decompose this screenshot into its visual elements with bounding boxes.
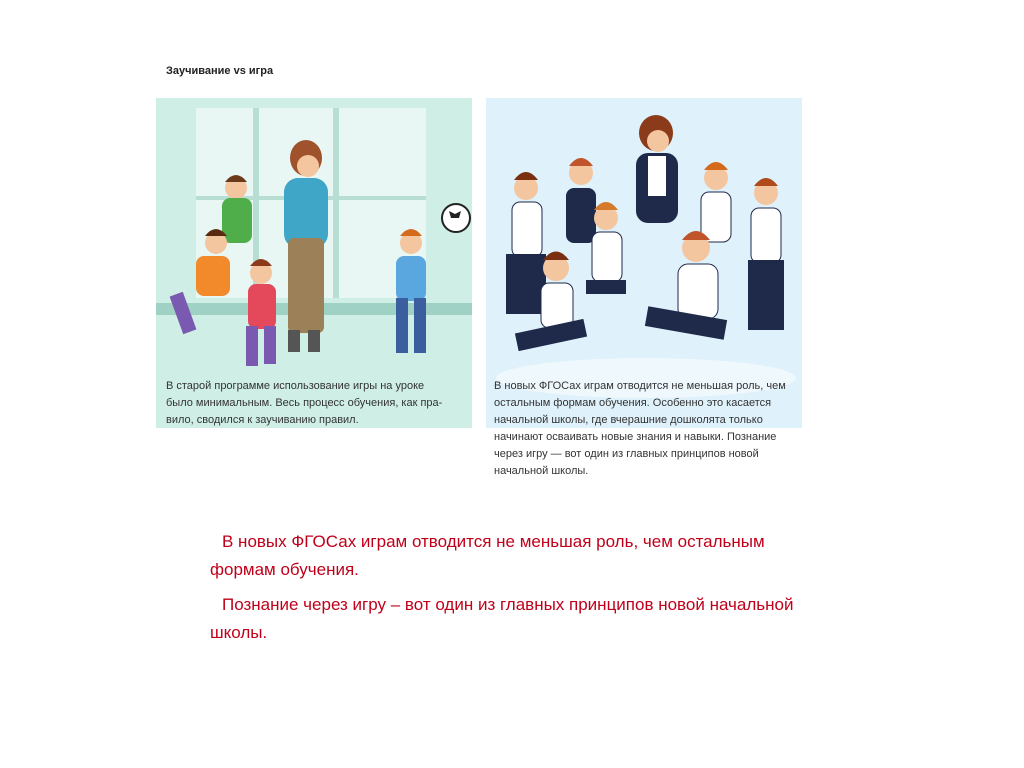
old-program-caption: В старой программе использование игры на уроке было минимальным. Весь процесс обучения, как пра- вило, сводился к заучиванию правил. bbox=[166, 380, 443, 426]
illustration-figure bbox=[156, 62, 818, 482]
body-paragraph-2: Познание через игру – вот один из главных принципов новой начальной школы. bbox=[210, 595, 794, 642]
slide-body-text bbox=[210, 528, 800, 654]
body-paragraph-1: В новых ФГОСах играм отводится не меньшая роль, чем остальным формам обучения. bbox=[210, 532, 765, 579]
figure-title: Заучивание vs игра bbox=[166, 65, 274, 77]
new-program-caption: В новых ФГОСах играм отводится не меньшая роль, чем остальным формам обучения. Особенно это касается начальной школы, где вчерашние дошколята только начинают осваивать новые знания и навыки. Познание через игру — вот один из главных принципов новой начальной школы. bbox=[494, 380, 786, 477]
